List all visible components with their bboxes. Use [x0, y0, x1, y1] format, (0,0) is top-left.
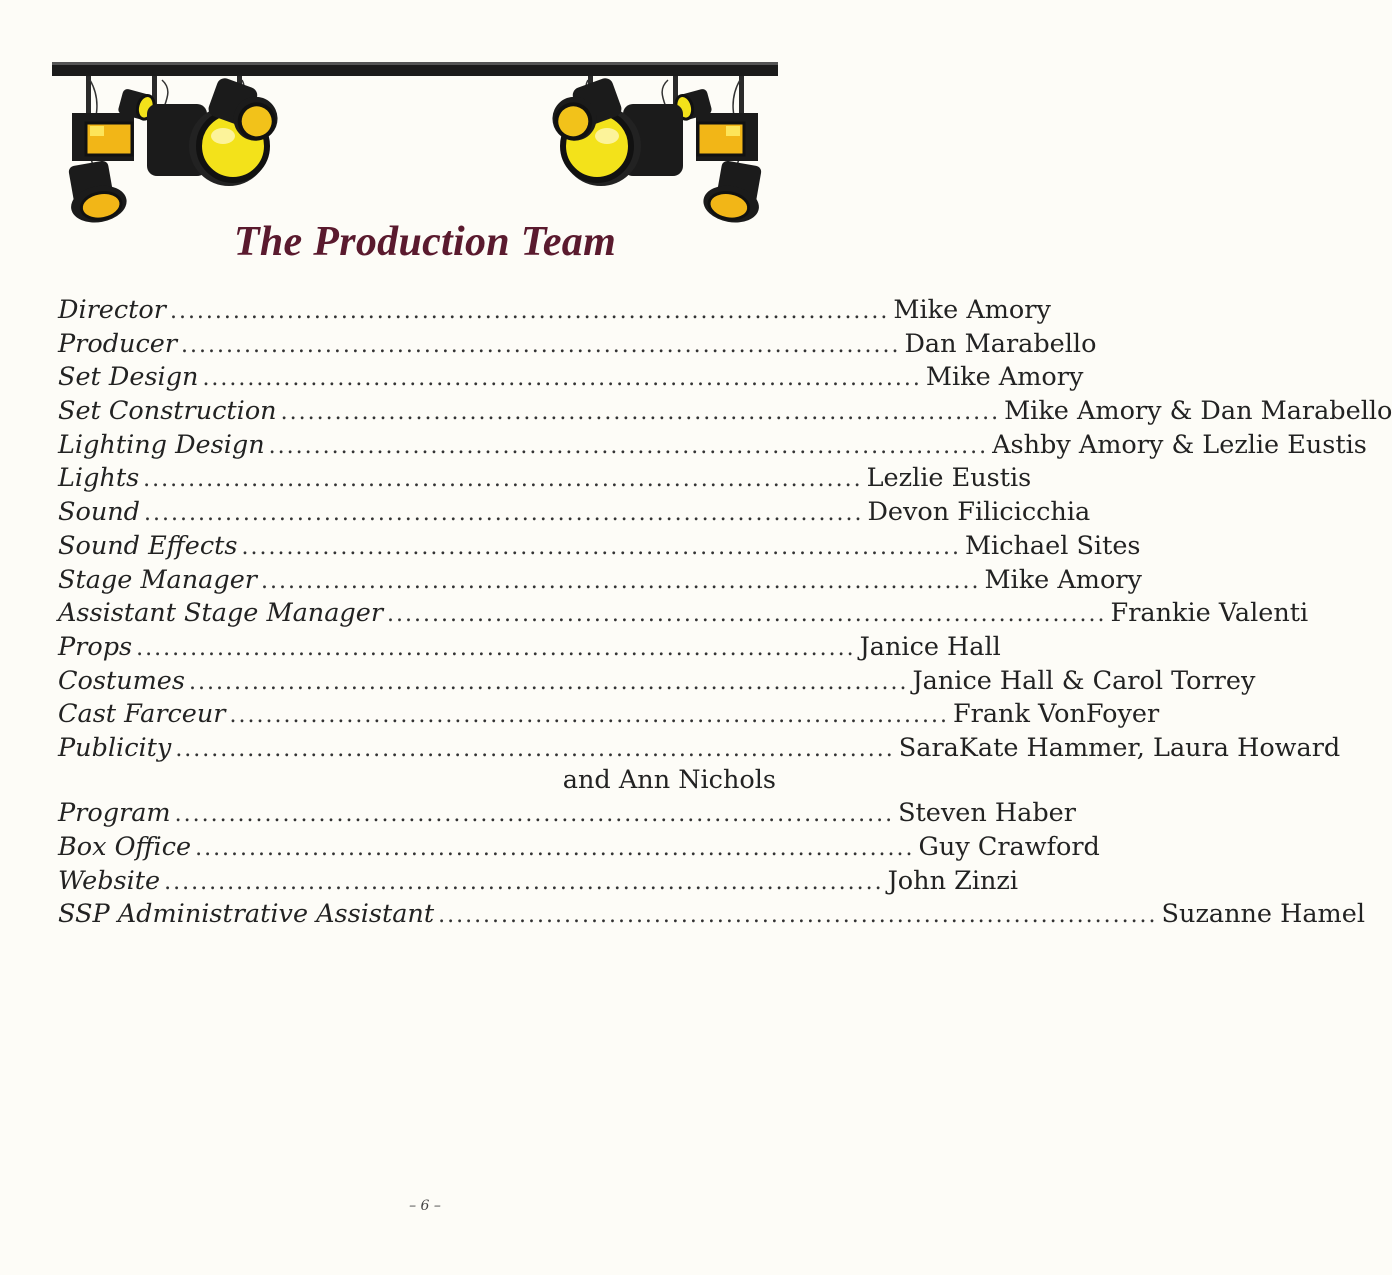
credit-role: Program — [58, 798, 171, 829]
credit-row-continuation — [58, 764, 776, 798]
credit-row — [58, 294, 1051, 328]
credit-name: Dan Marabello — [904, 328, 1097, 359]
credit-role: Props — [58, 631, 133, 662]
leader-dots: ................................................................................ — [260, 568, 981, 594]
stage-lights-icon — [52, 58, 778, 228]
credit-role: Stage Manager — [58, 564, 257, 595]
credit-name: Michael Sites — [964, 530, 1141, 561]
page-number: – 6 – — [409, 1198, 441, 1214]
leader-dots: ................................................................................ — [387, 602, 1107, 628]
leader-dots: ................................................................................ — [143, 467, 863, 493]
credit-row — [58, 665, 1256, 699]
credit-name: Devon Filicicchia — [867, 497, 1091, 528]
credit-row — [58, 429, 1367, 463]
credits-list — [58, 294, 1392, 932]
credit-role: Cast Farceur — [58, 699, 226, 730]
page-title: The Production Team — [233, 219, 617, 265]
leader-dots: ................................................................................ — [202, 366, 922, 392]
leader-dots: ................................................................................ — [144, 501, 864, 527]
credit-row — [58, 597, 1309, 631]
credit-name: Frankie Valenti — [1110, 598, 1309, 629]
leader-dots: ................................................................................ — [174, 802, 895, 828]
credit-row — [58, 530, 1141, 564]
credit-name: Mike Amory — [925, 362, 1084, 393]
credit-row — [58, 564, 1142, 598]
credit-name: Steven Haber — [898, 798, 1076, 829]
leader-dots: ................................................................................ — [175, 736, 895, 762]
credit-role: Assistant Stage Manager — [58, 598, 384, 629]
credit-row — [58, 698, 1160, 732]
leader-dots: ................................................................................ — [195, 836, 915, 861]
leader-dots: ................................................................................ — [268, 433, 989, 459]
credit-role: Set Design — [58, 362, 199, 393]
credit-row — [58, 631, 1001, 665]
credit-role: Lighting Design — [58, 429, 265, 460]
credit-name: Lezlie Eustis — [866, 463, 1032, 494]
leader-dots: ................................................................................ — [136, 635, 856, 661]
credit-row — [58, 395, 1392, 429]
credit-row — [58, 328, 1097, 362]
credit-name: Mike Amory — [893, 295, 1051, 325]
credit-name: Suzanne Hamel — [1161, 899, 1365, 930]
leader-dots: ................................................................................ — [438, 903, 1158, 929]
credit-name: Mike Amory & Dan Marabello — [1004, 396, 1392, 427]
leader-dots: ................................................................................ — [164, 869, 884, 895]
credit-name: John Zinzi — [887, 865, 1018, 896]
credit-name: Frank VonFoyer — [952, 699, 1160, 730]
credit-row — [58, 898, 1365, 932]
credit-name: Ashby Amory & Lezlie Eustis — [992, 429, 1367, 460]
credit-role: Director — [58, 295, 166, 325]
leader-dots: ................................................................................ — [188, 669, 909, 695]
leader-dots: ................................................................................ — [280, 400, 1001, 426]
leader-dots: ................................................................................ — [229, 703, 949, 729]
credit-role: Costumes — [58, 665, 185, 696]
credit-row — [58, 361, 1084, 395]
credit-role: Publicity — [58, 732, 172, 763]
leader-dots: ................................................................................ — [181, 332, 901, 358]
credit-role: Lights — [58, 463, 140, 494]
credit-role: Website — [58, 865, 161, 896]
credit-role: Sound Effects — [58, 530, 238, 561]
credit-name: Janice Hall — [859, 631, 1001, 662]
credit-row — [58, 462, 1032, 496]
credit-row — [58, 732, 1341, 766]
credit-name-continuation: and Ann Nichols — [562, 764, 776, 795]
credit-row — [58, 831, 1100, 865]
credit-row — [58, 496, 1091, 530]
credit-name: Janice Hall & Carol Torrey — [912, 665, 1256, 696]
credit-role: Producer — [58, 328, 178, 359]
leader-dots: ................................................................................ — [241, 534, 961, 560]
credit-role: Box Office — [58, 832, 192, 862]
credit-role: Sound — [58, 497, 140, 528]
credit-name: Guy Crawford — [918, 832, 1100, 862]
credit-row — [58, 797, 1076, 831]
leader-dots: ................................................................................ — [169, 299, 890, 324]
credit-role: Set Construction — [58, 396, 277, 427]
credit-name: Mike Amory — [984, 564, 1142, 595]
credit-row — [58, 865, 1018, 899]
credit-name: SaraKate Hammer, Laura Howard — [898, 732, 1341, 763]
credit-role: SSP Administrative Assistant — [58, 899, 435, 930]
